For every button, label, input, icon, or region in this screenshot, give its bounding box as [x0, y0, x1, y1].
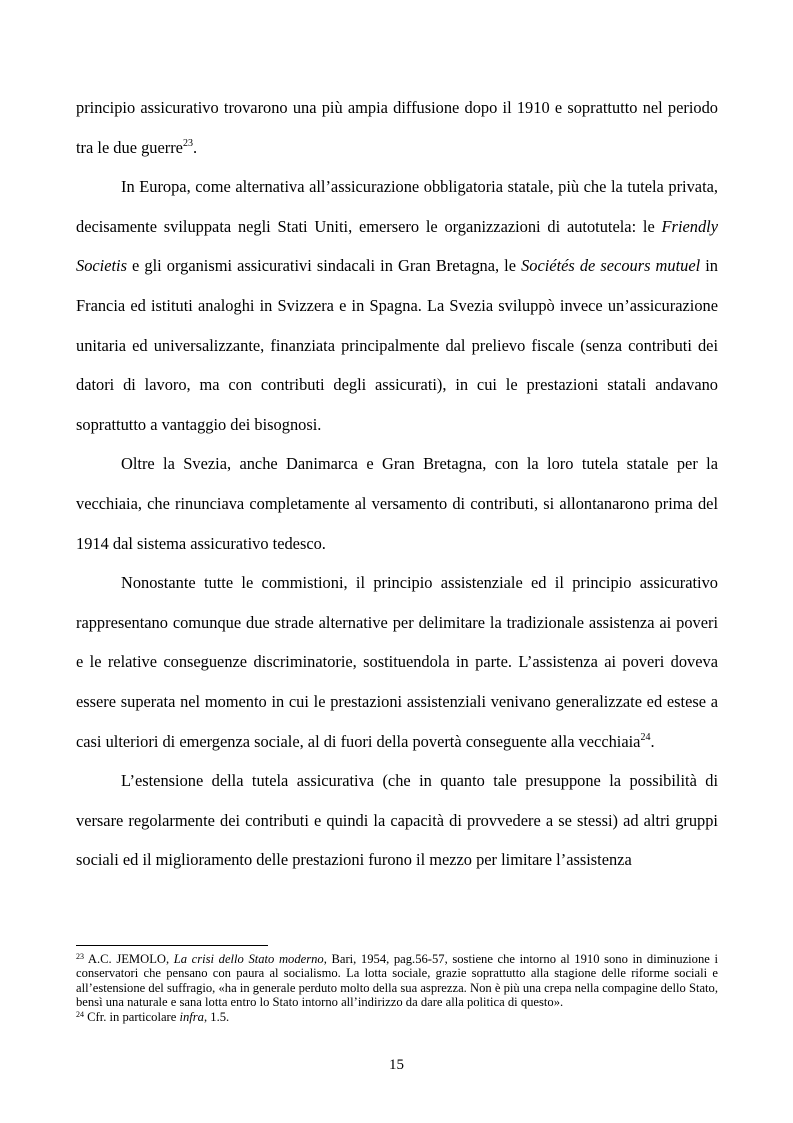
footnote-24: $^{24}$ Cfr. in particolare infra, 1.5.	[76, 1009, 230, 1024]
footnote-ref-23[interactable]: 23	[182, 137, 193, 149]
footnote-ref-24[interactable]: 24	[640, 731, 651, 743]
paragraph-5: L’estensione della tutela assicurativa (che in quanto tale presuppone la possibilità di versare regolarmente dei contributi e quindi la capacità di provvedere a se stessi) ad altri gruppi sociali ed il miglioramento delle prestazioni furono il mezzo per limitare l’assistenza	[76, 771, 718, 870]
page-number: 15	[389, 1057, 404, 1073]
paragraph-2: In Europa, come alternativa all’assicurazione obbligatoria statale, più che la tutela privata, decisamente sviluppata negli Stati Uniti, emersero le organizzazioni di autotutela: le Friendly Societis e gli organismi assicurativi sindacali in Gran Bretagna, le Sociétés de secours mutuel in Francia ed istituti analoghi in Svizzera e in Spagna. La Svezia sviluppò invece un’assicurazione unitaria ed universalizzante, finanziata principalmente dal prelievo fiscale (senza contributi dei datori di lavoro, ma con contributi degli assicurati), in cui le prestazioni statali andavano soprattutto a vantaggio dei bisognosi.	[76, 177, 718, 434]
paragraph-1: principio assicurativo trovarono una più ampia diffusione dopo il 1910 e soprattutto nel periodo tra le due guerre$^{23}$.	[76, 98, 718, 157]
paragraph-4: Nonostante tutte le commistioni, il principio assistenziale ed il principio assicurativo rappresentano comunque due strade alternative per delimitare la tradizionale assistenza ai poveri e le relative conseguenze discriminatorie, sostituendola in parte. L’assistenza ai poveri doveva essere superata nel momento in cui le prestazioni assistenziali venivano generalizzate ed estese a casi ulteriori di emergenza sociale, al di fuori della povertà conseguente alla vecchiaia$^{24}$.	[76, 573, 718, 751]
footnote-23: $^{23}$ A.C. JEMOLO, La crisi dello Stato moderno, Bari, 1954, pag.56-57, sostiene che intorno al 1910 sono in diminuzione i conservatori che pensano con paura al socialismo. La lotta sociale, grazie soprattutto alla stagione delle riforme sociali e all’estensione del suffragio, «ha in generale perduto molto della sua asprezza. Non è più una crepa nella compagine dello Stato, bensì una naturale e sana lotta entro lo Stato intorno all’indirizzo da dare alla politica di questo».	[76, 952, 718, 1010]
footnotes	[76, 945, 718, 1024]
paragraph-3: Oltre la Svezia, anche Danimarca e Gran Bretagna, con la loro tutela statale per la vecchiaia, che rinunciava completamente al versamento di contributi, si allontanarono prima del 1914 dal sistema assicurativo tedesco.	[76, 454, 718, 553]
main-text	[76, 88, 718, 880]
italic-societes-de-secours: Sociétés de secours mutuel	[521, 256, 701, 276]
footnote-separator	[76, 945, 268, 946]
italic-friendly-societis: Friendly Societis	[76, 216, 718, 276]
